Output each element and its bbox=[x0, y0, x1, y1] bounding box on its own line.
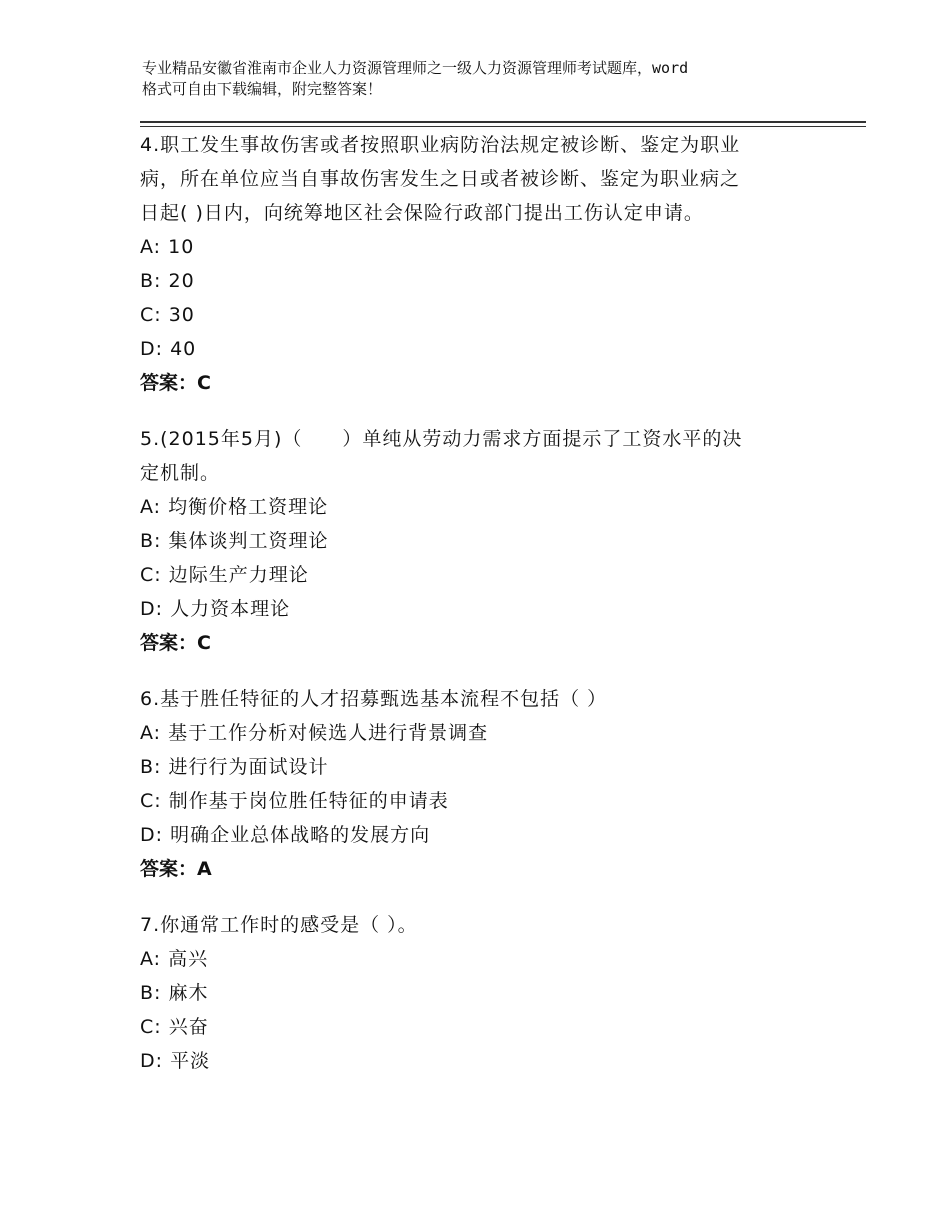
question-text-line: 日起( )日内，向统筹地区社会保险行政部门提出工伤认定申请。 bbox=[140, 202, 704, 224]
option-d: D: 人力资本理论 bbox=[140, 598, 291, 620]
option-c: C: 边际生产力理论 bbox=[140, 564, 309, 586]
question-text-line: 定机制。 bbox=[140, 462, 221, 484]
answer: 答案：C bbox=[140, 632, 211, 654]
option-a: A: 均衡价格工资理论 bbox=[140, 496, 329, 518]
question-list bbox=[140, 128, 840, 1078]
question-6 bbox=[140, 682, 840, 886]
answer: 答案：C bbox=[140, 372, 211, 394]
option-a: A: 高兴 bbox=[140, 948, 209, 970]
question-text-line: 4.职工发生事故伤害或者按照职业病防治法规定被诊断、鉴定为职业 bbox=[140, 134, 741, 156]
question-4 bbox=[140, 128, 840, 400]
option-a: A: 基于工作分析对候选人进行背景调查 bbox=[140, 722, 489, 744]
header-line-2: 格式可自由下载编辑，附完整答案！ bbox=[142, 80, 383, 98]
option-a: A: 10 bbox=[140, 236, 195, 258]
header-line-1: 专业精品安徽省淮南市企业人力资源管理师之一级人力资源管理师考试题库，word bbox=[142, 59, 689, 77]
option-b: B: 进行行为面试设计 bbox=[140, 756, 329, 778]
option-b: B: 集体谈判工资理论 bbox=[140, 530, 329, 552]
question-text-line: 5.(2015年5月)（ ）单纯从劳动力需求方面提示了工资水平的决 bbox=[140, 428, 743, 450]
question-text-line: 7.你通常工作时的感受是（ ）。 bbox=[140, 914, 418, 936]
option-c: C: 30 bbox=[140, 304, 195, 326]
header-divider-thin bbox=[140, 126, 866, 127]
option-c: C: 兴奋 bbox=[140, 1016, 209, 1038]
answer: 答案：A bbox=[140, 858, 212, 880]
option-d: D: 平淡 bbox=[140, 1050, 211, 1072]
option-c: C: 制作基于岗位胜任特征的申请表 bbox=[140, 790, 449, 812]
option-b: B: 20 bbox=[140, 270, 195, 292]
question-5 bbox=[140, 422, 840, 660]
question-text-line: 6.基于胜任特征的人才招募甄选基本流程不包括（ ） bbox=[140, 688, 608, 710]
header-divider-thick bbox=[140, 121, 866, 123]
question-7 bbox=[140, 908, 840, 1078]
option-d: D: 40 bbox=[140, 338, 197, 360]
question-text-line: 病，所在单位应当自事故伤害发生之日或者被诊断、鉴定为职业病之 bbox=[140, 168, 741, 190]
document-header bbox=[142, 58, 832, 100]
option-d: D: 明确企业总体战略的发展方向 bbox=[140, 824, 431, 846]
option-b: B: 麻木 bbox=[140, 982, 209, 1004]
